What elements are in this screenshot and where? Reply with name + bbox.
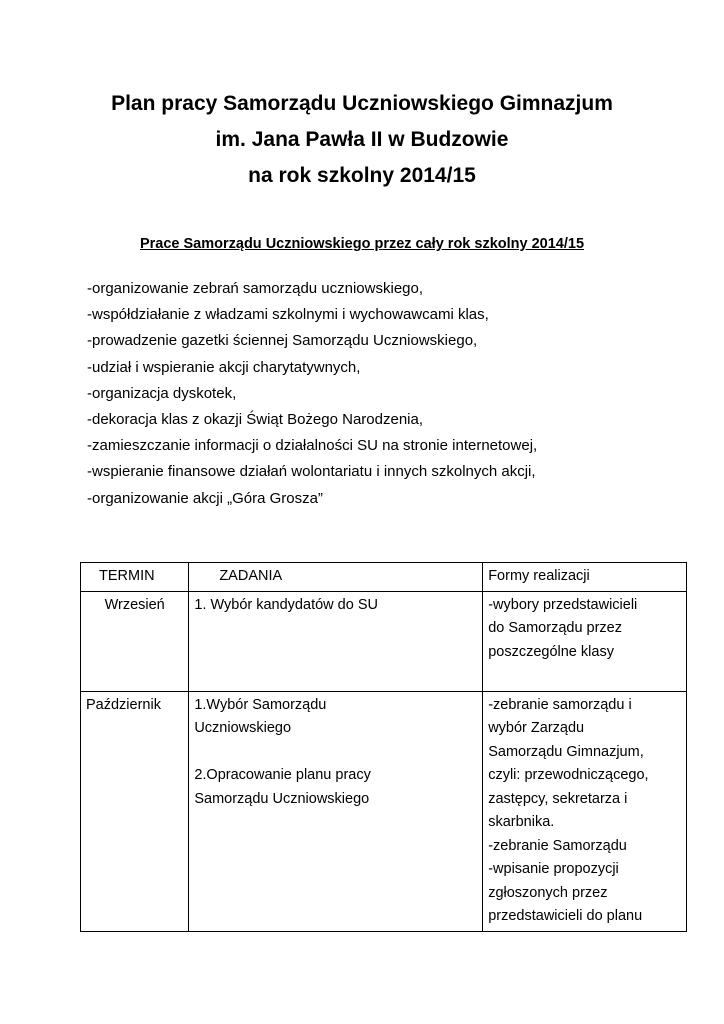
- list-item: -organizowanie zebrań samorządu uczniowskiego,: [87, 280, 424, 297]
- section-subtitle: Prace Samorządu Uczniowskiego przez cały rok szkolny 2014/15: [139, 236, 585, 252]
- title-line-3: na rok szkolny 2014/15: [248, 164, 476, 187]
- list-item: -organizacja dyskotek,: [87, 384, 237, 402]
- cell-zadania: 1.Wybór Samorządu Uczniowskiego 2.Opracowanie planu pracy Samorządu Uczniowskiego: [189, 691, 483, 931]
- plan-table: [80, 562, 687, 932]
- cell-termin: Październik: [81, 691, 189, 931]
- list-item: -współdziałanie z władzami szkolnymi i wychowawcami klas,: [87, 306, 489, 324]
- table-row: [81, 691, 687, 931]
- cell-formy: -wybory przedstawicieli do Samorządu przez poszczególne klasy: [483, 591, 687, 691]
- table-header-row: [81, 563, 687, 592]
- cell-termin: Wrzesień: [81, 591, 189, 691]
- list-item: -prowadzenie gazetki ściennej Samorządu Uczniowskiego,: [87, 332, 478, 350]
- list-item: -udział i wspieranie akcji charytatywnych,: [87, 358, 361, 376]
- document-title: [0, 86, 724, 194]
- title-line-1: Plan pracy Samorządu Uczniowskiego Gimnazjum: [111, 92, 613, 115]
- header-zadania: ZADANIA: [189, 563, 483, 592]
- cell-formy: -zebranie samorządu i wybór Zarządu Samorządu Gimnazjum, czyli: przewodniczącego, zastępcy, sekretarza i skarbnika. -zebranie Samorządu -wpisanie propozycji zgłoszonych przez przedstawicieli do planu: [483, 691, 687, 931]
- title-line-2: im. Jana Pawła II w Budzowie: [215, 128, 509, 151]
- cell-zadania: 1. Wybór kandydatów do SU: [189, 591, 483, 691]
- header-formy: Formy realizacji: [483, 563, 687, 592]
- list-item: -dekoracja klas z okazji Świąt Bożego Narodzenia,: [87, 411, 423, 429]
- table-row: [81, 591, 687, 691]
- activity-list: [87, 276, 537, 512]
- list-item: -wspieranie finansowe działań wolontariatu i innych szkolnych akcji,: [87, 463, 536, 481]
- list-item: -organizowanie akcji „Góra Grosza”: [87, 489, 323, 507]
- list-item: -zamieszczanie informacji o działalności SU na stronie internetowej,: [87, 437, 538, 455]
- header-termin: TERMIN: [81, 563, 189, 592]
